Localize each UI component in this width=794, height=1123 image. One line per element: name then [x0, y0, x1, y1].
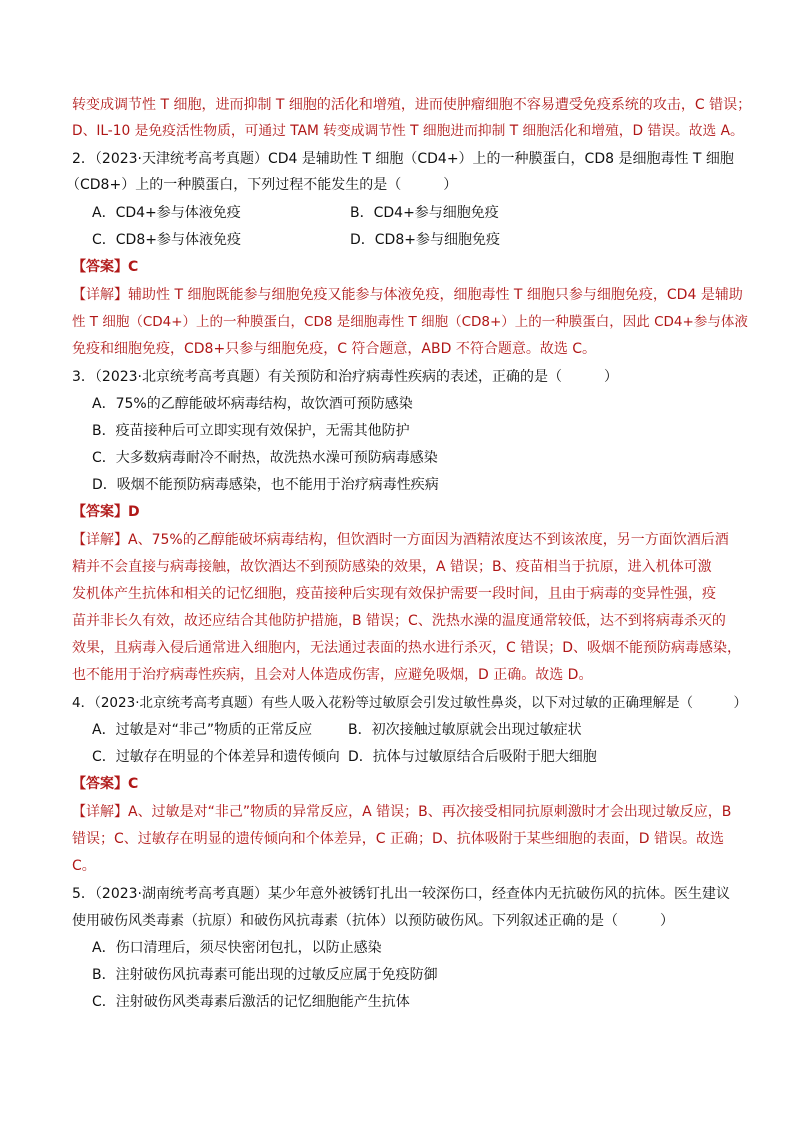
explanation-line: 效果，且病毒入侵后通常进入细胞内，无法通过表面的热水进行杀灭，C 错误；D、吸烟不能预防病毒感染， — [72, 640, 742, 656]
explanation-line: 【详解】A、75%的乙醇能破坏病毒结构，但饮酒时一方面因为酒精浓度达不到该浓度，另一方面饮酒后酒 — [72, 532, 729, 548]
explanation-line: 精并不会直接与病毒接触，故饮酒达不到预防感染的效果，A 错误；B、疫苗相当于抗原，进入机体可激 — [72, 559, 712, 575]
option-c: C．过敏存在明显的个体差异和遗传倾向 — [92, 749, 340, 765]
option-c: C．CD8+参与体液免疫 — [92, 232, 241, 248]
explanation-line: 苗并非长久有效，故还应结合其他防护措施，B 错误；C、洗热水澡的温度通常较低，达不到将病毒杀灭的 — [72, 613, 726, 629]
option-a: A．CD4+参与体液免疫 — [92, 205, 241, 221]
option-c: C．大多数病毒耐冷不耐热，故洗热水澡可预防病毒感染 — [92, 450, 438, 466]
option-d: D．吸烟不能预防病毒感染，也不能用于治疗病毒性疾病 — [92, 477, 439, 493]
option-b: B．初次接触过敏原就会出现过敏症状 — [348, 722, 582, 738]
question-5-stem: 使用破伤风类毒素（抗原）和破伤风抗毒素（抗体）以预防破伤风。下列叙述正确的是（ ） — [72, 913, 674, 929]
question-5-stem: 5．（2023·湖南统考高考真题）某少年意外被锈钉扎出一较深伤口，经查体内无抗破伤风的抗体。医生建议 — [72, 886, 730, 902]
explanation-line: C。 — [72, 858, 96, 874]
answer-label: 【答案】C — [72, 776, 139, 792]
option-b: B．疫苗接种后可立即实现有效保护，无需其他防护 — [92, 423, 410, 439]
explanation-line: D、IL-10 是免疫活性物质，可通过 TAM 转变成调节性 T 细胞进而抑制 T 细胞活化和增殖，D 错误。故选 A。 — [72, 123, 744, 139]
explanation-line: 性 T 细胞（CD4+）上的一种膜蛋白，CD8 是细胞毒性 T 细胞（CD8+）上的一种膜蛋白，因此 CD4+参与体液 — [72, 314, 748, 330]
explanation-line: 【详解】A、过敏是对“非己”物质的异常反应，A 错误；B、再次接受相同抗原刺激时才会出现过敏反应，B — [72, 804, 732, 820]
explanation-line: 转变成调节性 T 细胞，进而抑制 T 细胞的活化和增殖，进而使肿瘤细胞不容易遭受免疫系统的攻击，C 错误； — [72, 97, 752, 113]
answer-label: 【答案】D — [72, 504, 140, 520]
option-a: A．过敏是对“非己”物质的正常反应 — [92, 722, 313, 738]
option-a: A．伤口清理后，须尽快密闭包扎，以防止感染 — [92, 940, 382, 956]
question-2-stem: （CD8+）上的一种膜蛋白，下列过程不能发生的是（ ） — [66, 177, 458, 193]
explanation-line: 也不能用于治疗病毒性疾病，且会对人体造成伤害，应避免吸烟，D 正确。故选 D。 — [72, 667, 593, 683]
question-2-stem: 2．（2023·天津统考高考真题）CD4 是辅助性 T 细胞（CD4+）上的一种膜蛋白，CD8 是细胞毒性 T 细胞 — [72, 151, 734, 167]
option-b: B．CD4+参与细胞免疫 — [350, 205, 499, 221]
option-d: D．CD8+参与细胞免疫 — [350, 232, 500, 248]
option-a: A．75%的乙醇能破坏病毒结构，故饮酒可预防感染 — [92, 396, 413, 412]
question-3-stem: 3．（2023·北京统考高考真题）有关预防和治疗病毒性疾病的表述，正确的是（ ） — [72, 369, 618, 385]
explanation-line: 【详解】辅助性 T 细胞既能参与细胞免疫又能参与体液免疫，细胞毒性 T 细胞只参与细胞免疫，CD4 是辅助 — [72, 287, 743, 303]
explanation-line: 错误；C、过敏存在明显的遗传倾向和个体差异，C 正确；D、抗体吸附于某些细胞的表面，D 错误。故选 — [72, 831, 725, 847]
answer-label: 【答案】C — [72, 259, 139, 275]
explanation-line: 发机体产生抗体和相关的记忆细胞，疫苗接种后实现有效保护需要一段时间，且由于病毒的变异性强，疫 — [72, 586, 716, 602]
question-4-stem: 4．（2023·北京统考高考真题）有些人吸入花粉等过敏原会引发过敏性鼻炎，以下对过敏的正确理解是（ ） — [72, 695, 747, 711]
option-d: D．抗体与过敏原结合后吸附于肥大细胞 — [348, 749, 597, 765]
option-b: B．注射破伤风抗毒素可能出现的过敏反应属于免疫防御 — [92, 967, 438, 983]
explanation-line: 免疫和细胞免疫，CD8+只参与细胞免疫，C 符合题意，ABD 不符合题意。故选 C。 — [72, 341, 597, 357]
option-c: C．注射破伤风类毒素后激活的记忆细胞能产生抗体 — [92, 994, 410, 1010]
